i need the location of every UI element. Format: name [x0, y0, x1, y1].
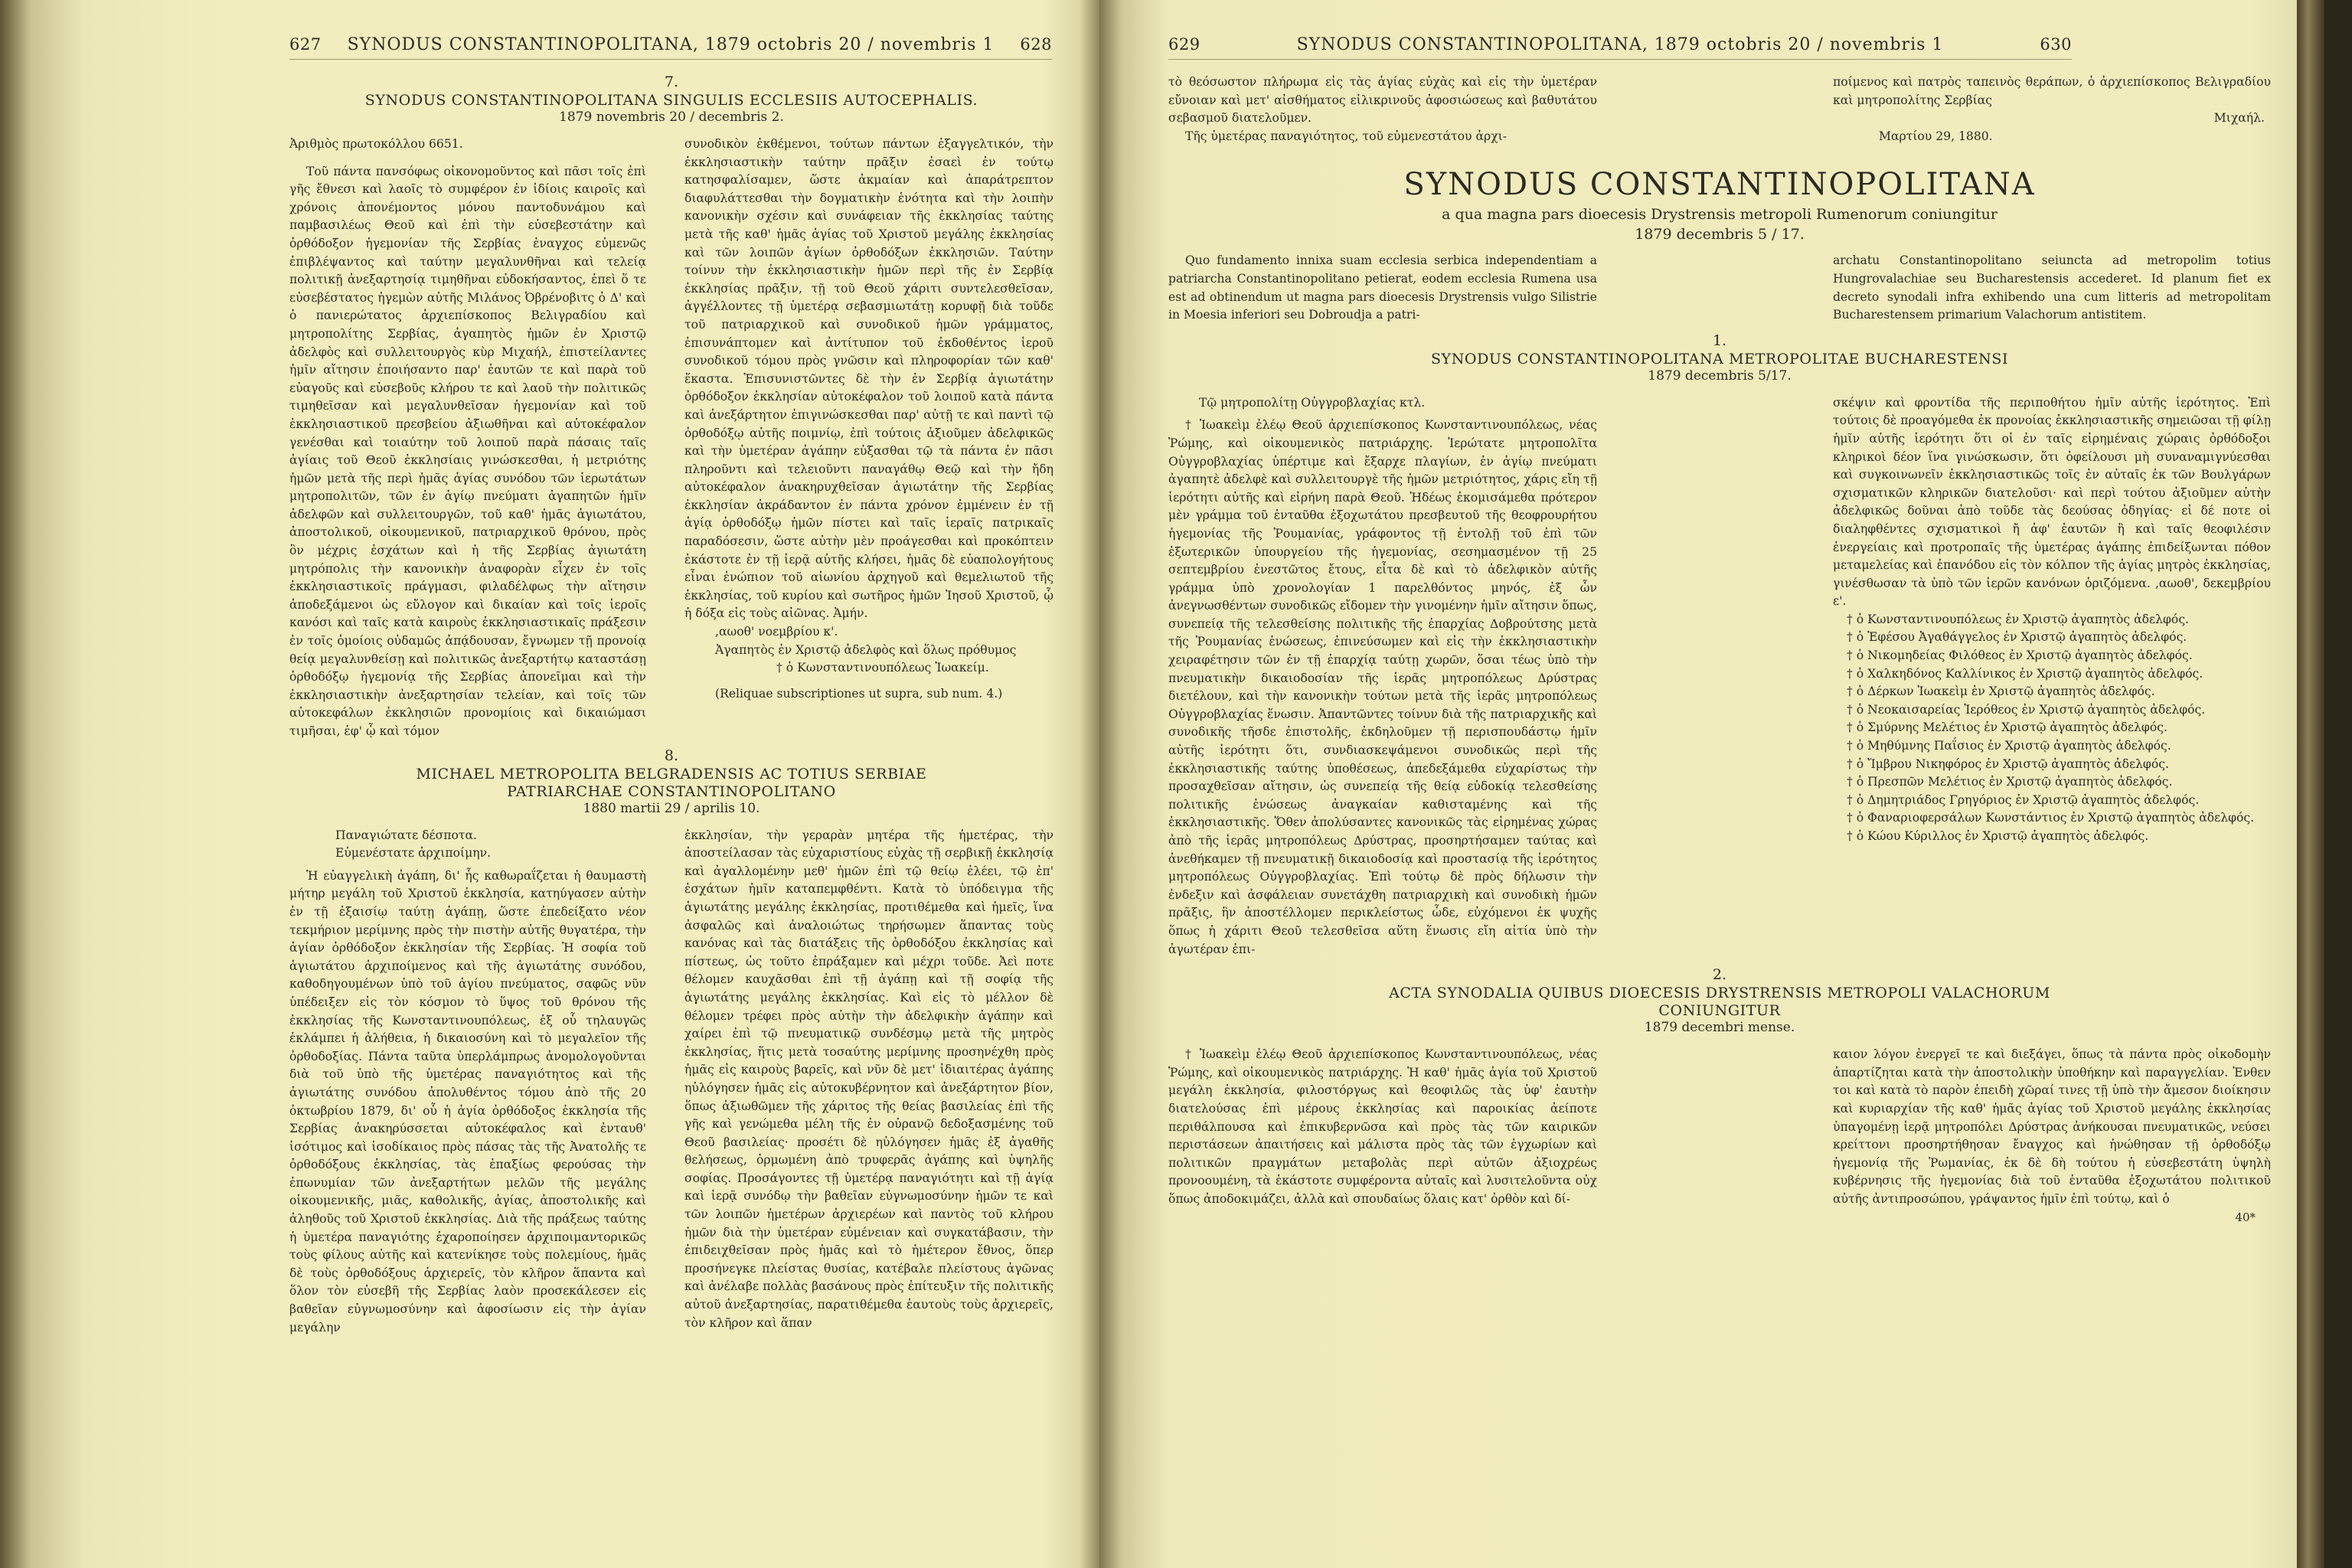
section-number: 1. — [1712, 332, 1727, 349]
signature: † ὁ Δημητριάδος Γρηγόριος ἐν Χριστῷ ἀγαπητὸς ἀδελφός. — [1847, 792, 2200, 807]
page-number-630: 630 — [2040, 35, 2072, 54]
column-left — [289, 827, 646, 1338]
running-title: SYNODUS CONSTANTINOPOLITANA, 1879 octobris 20 / novembris 1 — [1296, 35, 1944, 54]
paragraph: archatu Constantinopolitano seiuncta ad metropolim totius Hungrovalachiae seu Bucharestensis accederet. Id planum fiet ex decreto synodali infra exhibendo una cum litteris ad metropolitam Bucharestensem primarium Valachorum antistitem. — [1833, 253, 2271, 322]
paragraph: συνοδικὸν ἐκθέμενοι, τούτων πάντων ἐξαγγελτικόν, τὴν ἐκκλησιαστικὴν ταύτην πρᾶξιν ἐσαεὶ ἐν τούτῳ κατησφαλίσαμεν, ὥστε ἀκμαίαν καὶ ἀπαράτρεπτον διαφυλάττεσθαι τὴν δογματικὴν ἑνότητα καὶ τὴν λοιπὴν κανονικὴν σχέσιν καὶ συνάφειαν τῆς ἐκκλησίας ταύτης μετὰ τῆς καθ' ἡμᾶς ἁγίας τοῦ Χριστοῦ μεγάλης ἐκκλησίας καὶ τῶν λοιπῶν ἁγίων ὀρθοδόξων ἐκκλησιῶν. Ταύτην τοίνυν τὴν ἐκκλησιαστικὴν ἡμῶν περὶ τῆς ἐν Σερβίᾳ ἐκκλησίας πρᾶξιν, τῇ τοῦ Θεοῦ χάριτι συντελεσθεῖσαν, ἀγγέλλοντες τῇ ὑμετέρᾳ σεβασμιωτάτῃ κορυφῇ διὰ τοῦδε τοῦ πατριαρχικοῦ καὶ συνοδικοῦ ἡμῶν γράμματος, ἐπισυνάπτομεν καὶ ἀντίτυπον τοῦ ἐκδοθέντος ἱεροῦ συνοδικοῦ τόμου πρὸς γνῶσιν καὶ πληροφορίαν τῶν καθ' ἕκαστα. Ἐπισυνιστῶντες δὲ τὴν ἐν Σερβίᾳ ἁγιωτάτην ὀρθόδοξον ἐκκλησίαν αὐτοκέφαλον τοῦ λοιποῦ κατὰ πάντα καὶ ἀνεξάρτητον ἐπιγινώσκεσθαι παρ' αὐτῇ τε καὶ παντὶ τῷ ὀρθοδόξῳ αὐτῆς ποιμνίῳ, ἐπὶ τούτοις ἀξιοῦμεν ἀδελφικῶς καὶ τὴν ὑμετέραν ἀγάπην εὐξασθαι τῷ τὰ πάντα ἐν πᾶσι πληροῦντι καὶ τελειοῦντι παναγάθῳ Θεῷ καὶ τὴν ἤδη αὐτοκέφαλον ἀνακηρυχθεῖσαν ἁγιωτάτην τῆς Σερβίας ἐκκλησίαν ἀκράδαντον ἐν πάντα χρόνον ἐμμένειν ἐν τῇ ἁγίᾳ ὀρθοδόξῳ ἡμῶν πίστει καὶ ταῖς ἱεραῖς πατρικαῖς παραδόσεσιν, ὥστε αὐτὴν μὲν προάγεσθαι καὶ προκόπτειν ἑκάστοτε ἐν τῇ ἱερᾷ αὐτῆς κλήσει, ἡμᾶς δὲ εὐαπολογήτους εἶναι ἐνώπιον τοῦ αἰωνίου ἀρχηγοῦ καὶ θεμελιωτοῦ τῆς ἐκκλησίας, τοῦ κυρίου καὶ σωτῆρος ἡμῶν Ἰησοῦ Χριστοῦ, ᾧ ἡ δόξα εἰς τοὺς αἰῶνας. Ἀμήν. — [684, 137, 1054, 621]
running-title: SYNODUS CONSTANTINOPOLITANA, 1879 octobris 20 / novembris 1 — [347, 35, 995, 54]
date-line: Μαρτίου 29, 1880. — [1879, 129, 1993, 143]
signature: Μιχαήλ. — [2213, 111, 2265, 126]
column-left — [1168, 74, 1597, 145]
column-left — [1168, 252, 1597, 324]
page-number-627: 627 — [289, 35, 322, 54]
two-column-text — [1168, 252, 2271, 324]
signature: † ὁ Νικομηδείας Φιλόθεος ἐν Χριστῷ ἀγαπητὸς ἀδελφός. — [1847, 648, 2193, 663]
paragraph: † Ἰωακεὶμ ἐλέῳ Θεοῦ ἀρχιεπίσκοπος Κωνσταντινουπόλεως, νέας Ῥώμης, καὶ οἰκουμενικὸς πατριάρχης. Ἡ καθ' ἡμᾶς ἁγία τοῦ Χριστοῦ μεγάλη ἐκκλησία, φιλοστόργως καὶ θεοφιλῶς τὰς ὑφ' ἑαυτὴν διατελούσας ἐπὶ μέρους ἐκκλησίας καὶ παροικίας ἀείποτε περιθάλπουσα καὶ ἐπικυβερνῶσα καὶ πρὸς τὰς τῶν καιρικῶν περιστάσεων ἀπαιτήσεις καὶ μάλιστα πρὸς τὰς τῶν ἐγχωρίων καὶ πολιτικῶν πραγμάτων μεταβολὰς περὶ αὐτῶν ἀξιοχρέως προνοουμένη, τὰ ἑκάστοτε συμφέροντα αὐταῖς καὶ λυσιτελοῦντα οὐχ ὅπως ἀποδοκιμάζει, ἀλλὰ καὶ σπουδαίως ὅλαις κατ' ὀρθὸν καὶ δί- — [1168, 1047, 1597, 1206]
paragraph: ποίμενος καὶ πατρὸς ταπεινὸς θεράπων, ὁ ἀρχιεπίσκοπος Βελιγραδίου καὶ μητροπολίτης Σερβίας — [1833, 75, 2271, 107]
signature: † ὁ Ἴμβρου Νικηφόρος ἐν Χριστῷ ἀγαπητὸς ἀδελφός. — [1847, 756, 2169, 771]
section-date: 1879 novembris 20 / decembris 2. — [559, 109, 784, 125]
signature: † ὁ Νεοκαισαρείας Ἱερόθεος ἐν Χριστῷ ἀγαπητὸς ἀδελφός. — [1847, 702, 2206, 717]
section-title: ACTA SYNODALIA QUIBUS DIOECESIS DRYSTRENSIS METROPOLI VALACHORUM CONIUNGITUR — [1389, 985, 2050, 1020]
signature: † ὁ Πρεσπῶν Μελέτιος ἐν Χριστῷ ἀγαπητὸς ἀδελφός. — [1847, 775, 2173, 789]
paragraph: καιον λόγον ἐνεργεῖ τε καὶ διεξάγει, ὅπως τὰ πάντα πρὸς οἰκοδομὴν ἀπαρτίζηται κατὰ τὴν ἀποστολικὴν ὑποθήκην καὶ παραγγελίαν. Ἐνθεν τοι καὶ κατὰ τὸ παρὸν ἐπειδὴ χῶραί τινες τῇ ὑπὸ τὴν ἄμεσον διοίκησιν καὶ κυριαρχίαν τῆς καθ' ἡμᾶς ἁγίας τοῦ Χριστοῦ μεγάλης ἐκκλησίας ὑπαγομένῃ ἱερᾷ μητροπόλει Δρύστρας ἀνήκουσαι πνευματικῶς, νεύσει κρείττονι προσηρτήθησαν ἔναγχος καὶ ἡνώθησαν τῇ ὀρθοδόξῳ ἡγεμονίᾳ τῆς Ῥωμανίας, ἐκ δὲ δὴ τούτου ἡ εὐσεβεστάτη ὑψηλὴ κυβέρνησις τῆς ἡγεμονίας διὰ τοῦ ἐνταῦθα ἐξοχωτάτου πολιτικοῦ αὐτῆς ἀντιπροσώπου, γράψαντος ἡμῖν ἐπὶ τούτῳ, καὶ ὁ — [1833, 1047, 2271, 1206]
signature: † ὁ Χαλκηδόνος Καλλίνικος ἐν Χριστῷ ἀγαπητὸς ἀδελφός. — [1847, 666, 2203, 681]
page-number-628: 628 — [1020, 35, 1052, 54]
chapter-date: 1879 decembris 5 / 17. — [1635, 226, 1805, 243]
signature: † ὁ Κωνσταντινουπόλεως ἐν Χριστῷ ἀγαπητὸς ἀδελφός. — [1847, 612, 2190, 626]
column-left — [1168, 394, 1597, 959]
closing-line: Ἀγαπητὸς ἐν Χριστῷ ἀδελφὸς καὶ ὅλως πρόθυμος — [715, 642, 1017, 657]
book-edge — [2297, 0, 2324, 1568]
page-number-629: 629 — [1168, 35, 1200, 54]
two-column-text — [1168, 1046, 2271, 1227]
section-title: SYNODUS CONSTANTINOPOLITANA METROPOLITAE BUCHARESTENSI — [1430, 350, 2009, 368]
signature: † ὁ Κωνσταντινουπόλεως Ἰωακείμ. — [776, 661, 989, 675]
chapter-subtitle: a qua magna pars dioecesis Drystrensis metropoli Rumenorum coniungitur — [1442, 206, 1998, 224]
column-left — [289, 136, 646, 741]
column-right — [1833, 74, 2271, 145]
column-right — [1833, 252, 2271, 324]
address-line: Τῷ μητροπολίτῃ Οὐγγροβλαχίας κτλ. — [1199, 395, 1426, 410]
signature: † ὁ Δέρκων Ἰωακεὶμ ἐν Χριστῷ ἀγαπητὸς ἀδελφός. — [1847, 684, 2155, 699]
paragraph: Τῆς ὑμετέρας παναγιότητος, τοῦ εὐμενεστάτου ἀρχι- — [1185, 129, 1508, 143]
right-page — [1099, 0, 2324, 1568]
section-number: 7. — [664, 74, 679, 90]
column-right — [684, 827, 1054, 1338]
two-column-text — [1168, 394, 2271, 959]
running-head-left — [289, 35, 1052, 60]
salutation: Εὐμενέστατε ἀρχιποίμην. — [335, 846, 492, 861]
signature: † ὁ Ἐφέσου Ἀγαθάγγελος ἐν Χριστῷ ἀγαπητὸς ἀδελφός. — [1847, 630, 2187, 645]
column-right — [684, 136, 1054, 741]
paragraph: † Ἰωακεὶμ ἐλέῳ Θεοῦ ἀρχιεπίσκοπος Κωνσταντινουπόλεως, νέας Ῥώμης, καὶ οἰκουμενικὸς πατριάρχης. Ἱερώτατε μητροπολῖτα Οὐγγροβλαχίας ὑπέρτιμε καὶ ἔξαρχε πλαγίων, ἐν ἁγίῳ πνεύματι ἀγαπητὲ ἀδελφὲ καὶ συλλειτουργὲ τῆς ἡμῶν μετριότητος, χάρις εἴη τῇ ἱερότητι αὐτῆς καὶ εἰρήνη παρὰ Θεοῦ. Ἡδέως ἐκομισάμεθα πρότερον μὲν γράμμα τοῦ ἐνταῦθα ἐξοχωτάτου πρεσβευτοῦ τῆς θεοφρουρήτου ἡγεμονίας τῆς Ῥουμανίας, γράφοντος τῇ ἐντολῇ τοῦ ἐπὶ τῶν ἐξωτερικῶν ὑπουργείου τῆς ἡγεμονίας, σεσημασμένον τῇ 25 σεπτεμβρίου ἐνεστῶτος ἔτους, εἶτα δὲ καὶ τὸ ἀδελφικὸν αὐτῆς γράμμα ὑπὸ χρονολογίαν 1 παρελθόντος μηνός, ἐξ ὧν ἀνεγνωσθέντων συνοδικῶς εἴδομεν τὴν γινομένην ἡμῖν αἴτησιν ὅπως, συνεπείᾳ τῆς τελεσθείσης πολιτικῆς τῆς ἐπαρχίας Δοβρούτσης μετὰ τῆς Ῥουμανίας ἑνώσεως, ἐπινεύσωμεν καὶ εἰς τὴν ἐκκλησιαστικὴν χειραφέτησιν τῶν ἐν τῇ ἐπαρχίᾳ ταύτῃ χωρῶν, ὅσαι τέως ὑπὸ τὴν πνευματικὴν δικαιοδοσίαν τῆς ἱερᾶς μητροπόλεως Δρύστρας διετέλουν, καὶ τὴν κανονικὴν τούτων μετὰ τῆς ἱερᾶς μητροπόλεως Οὐγγροβλαχίας ἕνωσιν. Ἀπαντῶντες τοίνυν διὰ τῆς πατριαρχικῆς καὶ συνοδικῆς τῆσδε ἐπιστολῆς, ἐκδηλοῦμεν τῇ περισπουδάστῳ ἡμῖν αὐτῆς ἱερότητι ὅτι, συνδιασκεψάμενοι συνοδικῶς περὶ τῆς ἐκκλησιαστικῆς ταύτης ὑποθέσεως, ἀπεδεξάμεθα εὐχαρίστως τὴν προσαχθεῖσαν αἴτησιν, ὡς συνεπείᾳ τῆς θείᾳ εὐδοκίᾳ τελεσθείσης πολιτικῆς ἑνώσεως ἀναγκαίαν καθισταμένης καὶ τῆς ἐκκλησιαστικῆς. Ὅθεν ἀπολύσαντες κανονικῶς τὰς εἰρημένας χώρας ἀπὸ τῆς ἱερᾶς μητροπόλεως Δρύστρας, προσηρτήσαμεν ταύτας καὶ ἀνεθήκαμεν τῇ πνευματικῇ δικαιοδοσίᾳ καὶ προστασίᾳ τῆς ἱερότητος μητροπόλεως Οὐγγροβλαχίας. Ἐπὶ τούτῳ δὲ πρὸς δήλωσιν τὴν ἐνδεξιν καὶ ἀσφάλειαν συνετάχθη πατριαρχικὴ καὶ συνοδικὴ ἡμῶν πρᾶξις, ἣν ἀποστέλλομεν περικλείστως ὧδε, εὐχόμενοι ἐκ ψυχῆς ὅπως ἡ χάριτι Θεοῦ τελεσθεῖσα αὕτη ἕνωσις εἴη αἰτία ὑπὸ τὴν ἀγωτέραν ἐπι- — [1168, 418, 1597, 956]
paragraph: τὸ θεόσωστον πλήρωμα εἰς τὰς ἁγίας εὐχὰς καὶ εἰς τὴν ὑμετέραν εὔνοιαν καὶ μετ' αἰσθήματος εἰλικρινοῦς ἀφοσιώσεως καὶ βαθυτάτου σεβασμοῦ διατελοῦμεν. — [1168, 75, 1597, 126]
left-page — [0, 0, 1099, 1568]
two-column-text — [1168, 74, 2271, 145]
section-number: 2. — [1712, 966, 1727, 984]
section-date: 1879 decembri mense. — [1644, 1020, 1795, 1036]
paragraph: ἐκκλησίαν, τὴν γεραρὰν μητέρα τῆς ἡμετέρας, τὴν ἀποστείλασαν τὰς εὐχαριστίους εὐχὰς τῇ σερβικῇ ἐκκλησίᾳ καὶ ἀγαλλομένην μεθ' ἡμῶν ἐπὶ τῷ θείῳ ἐλέει, τῷ ἐπ' ἐσχάτων ἡμῖν καταπεμφθέντι. Κατὰ τὸ ὑπόδειγμα τῆς ἁγιωτάτης μεγάλης ἐκκλησίας, προτιθέμεθα καὶ ἡμεῖς, ἵνα ἀσφαλῶς καὶ ἀναλοιώτως τηρήσωμεν ἅπαντας τοὺς κανόνας καὶ τὰς διατάξεις τῆς ὀρθοδόξου ἐκκλησίας καὶ πίστεως, ὡς τοῦτο ἐπράξαμεν καὶ μέχρι τοῦδε. Ἀεὶ ποτε θέλομεν καυχᾶσθαι ἐπὶ τῇ ἀγάπῃ καὶ τῇ σοφίᾳ τῆς ἁγιωτάτης μεγάλης ἐκκλησίας. Καὶ εἰς τὸ μέλλον δὲ θέλομεν τρέφει πρὸς αὐτὴν τὴν ἀδελφικὴν ἀγάπην καὶ χαίρει ἐπὶ τῷ πνευματικῷ συνδέσμῳ μετὰ τῆς μητρὸς ἐκκλησίας, ἥτις μετὰ τοσαύτης μερίμνης προσηνέχθη πρὸς ἡμᾶς εἰς καιροὺς βαρεῖς, καὶ νῦν δὲ μετ' ἰδιαιτέρας ἀγάπης ηὐλόγησεν ἡμᾶς εἰς αὐτοκυβέρνητον καὶ ἀνεξάρτητον βίον, ὅπως ἀξιωθῶμεν τῆς χάριτος τῆς θείας βασιλείας ἐπὶ τῆς γῆς καὶ γενώμεθα μέλη τῆς ἐν οὐρανῷ δεδοξασμένης τοῦ Θεοῦ βασιλείας· προσέτι δὲ ηὐλόγησεν ἡμᾶς ἐξ ἀγαθῆς θελήσεως, ὁρμωμένη ἀπὸ τρυφερᾶς ἀγάπης καὶ ὑψηλῆς σοφίας. Προσάγοντες τῇ ὑμετέρᾳ παναγιότητι καὶ τῇ ἁγίᾳ καὶ ἱερᾷ συνόδῳ τὴν βαθεῖαν εὐγνωμοσύνην ἡμῶν τε καὶ τῶν λοιπῶν ἡμετέρων ἀρχιερέων καὶ παντὸς τοῦ κλήρου ἡμῶν διὰ τὴν ὑμετέραν εὐμένειαν καὶ συγκατάβασιν, τὴν ἐπιδειχθεῖσαν πρὸς ἡμᾶς καὶ τὸ ἡμέτερον ἔθνος, ὅπερ προσήνεγκε πλείστας θυσίας, κατέβαλε πλείστους ἀγῶνας καὶ ἀνέλαβε πολλὰς βασάνους πρὸς ἐπίτευξιν τῆς πολιτικῆς αὐτοῦ ἀνεξαρτησίας, παρατιθέμεθα ἑαυτοὺς τοὺς ἀρχιερεῖς, τὸν κλῆρον καὶ ἅπαν — [684, 828, 1054, 1330]
signature: † ὁ Φαναριοφερσάλων Κωνστάντιος ἐν Χριστῷ ἀγαπητὸς ἀδελφός. — [1847, 811, 2255, 825]
signature: † ὁ Κώου Κύριλλος ἐν Χριστῷ ἀγαπητὸς ἀδελφός. — [1847, 829, 2149, 843]
paragraph: σκέψιν καὶ φροντίδα τῆς περιποθήτου ἡμῖν αὐτῆς ἱερότητος. Ἐπὶ τούτοις δὲ προαγόμεθα ἐκ προνοίας ἐκκλησιαστικῆς σημειῶσαι τῇ φίλῃ ἡμῖν αὐτῆς ἱερότητι ὅτι οἱ ἐν ταῖς εἰρημέναις χώραις ὀρθόδοξοι κληρικοὶ δέον ἵνα γινώσκωσιν, ὅτι ὀφείλουσι μὴ συναναμιγνύεσθαι καὶ συγκοινωνεῖν ἐκκλησιαστικῶς τοῖς ἐν αὐταῖς ἐκ τῶν Βουλγάρων σχισματικῶν κληρικῶν διατελοῦσι· καὶ περὶ τούτου ἀξιοῦμεν αὐτὴν ἀδελφικῶς δοῦναι ἀπὸ τοῦδε τὰς δεούσας ὁδηγίας· εἰ δέ ποτε οἱ διαληφθέντες σχισματικοὶ ἤ ἀφ' ἑαυτῶν ἢ καὶ ταῖς θεοφιλέσιν ἐνεργείαις καὶ προτροπαῖς τῆς ὑμετέρας ἀγάπης ἐπιδείξωνται πόθον μεταμελείας καὶ ἐπανόδου εἰς τὸν κόλπον τῆς ἁγίας μητρὸς ἐκκλησίας, γινέσθωσαν τὰ ὑπὸ τῶν ἱερῶν κανόνων ὁριζόμενα. ,αωοθ', δεκεμβρίου ε'. — [1833, 395, 2271, 609]
paragraph: Τοῦ πάντα πανσόφως οἰκονομοῦντος καὶ πᾶσι τοῖς ἐπὶ γῆς ἔθνεσι καὶ λαοῖς τὸ συμφέρον ἐν ἰδίοις καιροῖς καὶ χρόνοις ἀπονέμοντος μόνου παντοδυνάμου καὶ παμβασιλέως Θεοῦ καὶ ἐπὶ τὴν εὐσεβεστάτην καὶ ὀρθόδοξον ἡγεμονίαν τῆς Σερβίας ἐναγχος εὐμενῶς ἐπιβλέψαντος καὶ ταύτην μεγαλυνθῆναι καὶ τελείᾳ πολιτικῇ ἀνεξαρτησίᾳ τιμηθῆναι εὐδοκήσαντος, ἐπεὶ ὅ τε εὐσεβέστατος ἡγεμὼν αὐτῆς Μιλάνος Ὀβρένοβιτς ὁ Δ' καὶ ὁ πανιερώτατος ἀρχιεπίσκοπος Βελιγραδίου καὶ μητροπολίτης Σερβίας, ἀγαπητὸς ἡμῶν ἐν Χριστῷ ἀδελφὸς καὶ συλλειτουργὸς κὺρ Μιχαήλ, ἐπιστείλαντες ἡμῖν αἴτησιν ἐποιήσαντο παρ' ἑαυτῶν τε καὶ παρὰ τοῦ εὐαγοῦς καὶ εὐσεβοῦς κλήρου τε καὶ λαοῦ τὴν πολιτικῶς τιμηθεῖσαν καὶ μεγαλυνθεῖσαν ἡγεμονίαν καὶ τοῦ ἐκκλησιαστικοῦ πρεσβείου ἀξιωθῆναι καὶ αὐτοκέφαλον γενέσθαι καὶ τοιαύτην τοῦ λοιποῦ παρὰ πάσαις ταῖς ἁγίαις τοῦ Θεοῦ ἐκκλησίαις γινώσκεσθαι, ἡ μετριότης ἡμῶν μετὰ τῆς περὶ ἡμᾶς ἁγίας συνόδου τῶν ἱερωτάτων μητροπολιτῶν, τῶν ἐν ἁγίῳ πνεύματι ἀγαπητῶν ἡμῖν ἀδελφῶν καὶ συλλειτουργῶν, τοῦ καθ' ἡμᾶς ἁγιωτάτου, ἀποστολικοῦ, οἰκουμενικοῦ, πατριαρχικοῦ θρόνου, πρὸς ὃν μέχρις ἐσχάτων καὶ ἡ τῆς Σερβίας ἁγιωτάτη μητρόπολις τὴν κανονικὴν ἀναφορὰν εἶχεν ἐν τοῖς ἐκκλησιαστικοῖς πράγμασι, φιλαδέλφως τὴν αἴτησιν ἀποδεξάμενοι ὡς εὔλογον καὶ δικαίαν καὶ τοῖς ἱεροῖς κανόσι καὶ ταῖς κατὰ καιροὺς ἐκκλησιαστικαῖς πράξεσιν ἐν τοῖς ὁμοίοις οὐδαμῶς ἀπᾴδουσαν, ἔγνωμεν τῇ προνοίᾳ θείᾳ μεγαλυνθείσῃ καὶ πολιτικῶς ἀνεξαρτήτῳ καταστάσῃ ὀρθοδόξῳ ἡγεμονίᾳ τῆς Σερβίας ἀπονεῖμαι καὶ τὴν ἐκκλησιαστικὴν ἀνεξαρτησίαν τελείαν, καὶ τοῖς τῶν αὐτοκεφάλων ἐκκλησιῶν προνομίοις καὶ δικαιώμασι τιμῆσαι, ἐφ' ᾧ καὶ τόμον — [289, 164, 646, 738]
salutation: Παναγιώτατε δέσποτα. — [335, 828, 477, 842]
signature: † ὁ Σμύρνης Μελέτιος ἐν Χριστῷ ἀγαπητὸς ἀδελφός. — [1847, 720, 2167, 735]
two-column-text — [289, 136, 1054, 741]
section-title: SYNODUS CONSTANTINOPOLITANA SINGULIS ECCLESIIS AUTOCEPHALIS. — [364, 92, 978, 109]
section-title: MICHAEL METROPOLITA BELGRADENSIS AC TOTIUS SERBIAE PATRIARCHAE CONSTANTINOPOLITANO — [416, 765, 927, 800]
editor-note: (Reliquae subscriptiones ut supra, sub num. 4.) — [715, 686, 1003, 701]
section-date: 1879 decembris 5/17. — [1648, 368, 1792, 384]
column-right — [1833, 1046, 2271, 1227]
column-right — [1833, 394, 2271, 959]
running-head-right — [1168, 35, 2072, 60]
signature-mark: 40* — [2235, 1210, 2256, 1224]
section-number: 8. — [664, 746, 679, 764]
date-line: ,αωοθ' νοεμβρίου κ'. — [715, 625, 838, 639]
protocol-number: Ἀριθμὸς πρωτοκόλλου 6651. — [289, 137, 463, 151]
paragraph: Quo fundamento innixa suam ecclesia serbica independentiam a patriarcha Constantinopolitano petierat, eodem ecclesia Rumena usa est ad obtinendum ut magna pars dioecesis Drystrensis vulgo Silistrie in Moesia inferiori seu Dobroudja a patri- — [1168, 253, 1597, 322]
column-left — [1168, 1046, 1597, 1227]
two-column-text — [289, 827, 1054, 1338]
chapter-title: SYNODUS CONSTANTINOPOLITANA — [1403, 167, 2036, 203]
section-date: 1880 martii 29 / aprilis 10. — [583, 800, 760, 816]
signature: † ὁ Μηθύμνης Παΐσιος ἐν Χριστῷ ἀγαπητὸς ἀδελφός. — [1847, 739, 2171, 753]
paragraph: Ἡ εὐαγγελικὴ ἀγάπη, δι' ἧς καθωραΐζεται ἡ θαυμαστὴ μήτηρ μεγάλη τοῦ Χριστοῦ ἐκκλησία, κατηύγασεν αὐτὴν ἐν τῇ ἐξαισίῳ ταύτῃ ἀγάπῃ, ὥστε ἐπεδείξατο νέον τεκμήριον μερίμνης πρὸς τὴν πιστὴν αὐτῆς θυγατέρα, τὴν ἁγίαν ὀρθόδοξον ἐκκλησίαν τῆς Σερβίας. Ἡ σοφία τοῦ ἁγιωτάτου ἀρχιποίμενος καὶ τῆς ἁγιωτάτης συνόδου, καθοδηγουμένων ὑπὸ τοῦ ἁγίου πνεύματος, σαφῶς νῦν ὑπέδειξεν εἰς τὸν κόσμον τὸ ὕψος τοῦ θρόνου τῆς ἐκκλησίας τῆς Κωνσταντινουπόλεως, ἐξ οὗ τηλαυγῶς ἐκλάμπει ἡ ἀλήθεια, ἡ δικαιοσύνη καὶ τὸ μεγαλεῖον τῆς ὀρθοδοξίας. Πάντα ταῦτα ὑπερλάμπρως ἀνομολογοῦνται διὰ τοῦ ὑπὸ τῆς ὑμετέρας παναγιότητος καὶ τῆς ἁγιωτάτης συνόδου ἀπολυθέντος τόμου ἀπὸ τῆς 20 ὀκτωβρίου 1879, δι' οὗ ἡ ἁγία ὀρθόδοξος ἐκκλησία τῆς Σερβίας ἀνακηρύσσεται αὐτοκέφαλος καὶ ἐνταυθ' ἰσότιμος καὶ ἰσοδίκαιος πρὸς πάσας τὰς τῆς Ἀνατολῆς τε ὀρθοδόξους ἐκκλησίας, τὰς ἐπαξίως φερούσας τὴν ἐπωνυμίαν τῶν ἀνεξαρτήτων μελῶν τῆς μεγάλης οἰκουμενικῆς, μιᾶς, καθολικῆς, ἁγίας, ἀποστολικῆς καὶ ἀληθοῦς τοῦ Χριστοῦ ἐκκλησίας. Διὰ τῆς πράξεως ταύτης ἡ ὑμετέρα παναγιότης ἐχαροποίησεν ἀρχιποιμαντορικῶς τοὺς φίλους αὐτῆς καὶ κατενίκησε τοὺς πολεμίους, ἡμᾶς δὲ τοὺς ὀρθοδόξους ἀρχιερεῖς, τὸν κλῆρον ἅπαντα καὶ ὅλον τὸν εὐσεβῆ τῆς Σερβίας λαὸν προσεκάλεσεν εἰς βαθεῖαν εὐγνωμοσύνην καὶ ἀφοσίωσιν εἰς τὴν ἁγίαν μεγάλην — [289, 868, 646, 1334]
